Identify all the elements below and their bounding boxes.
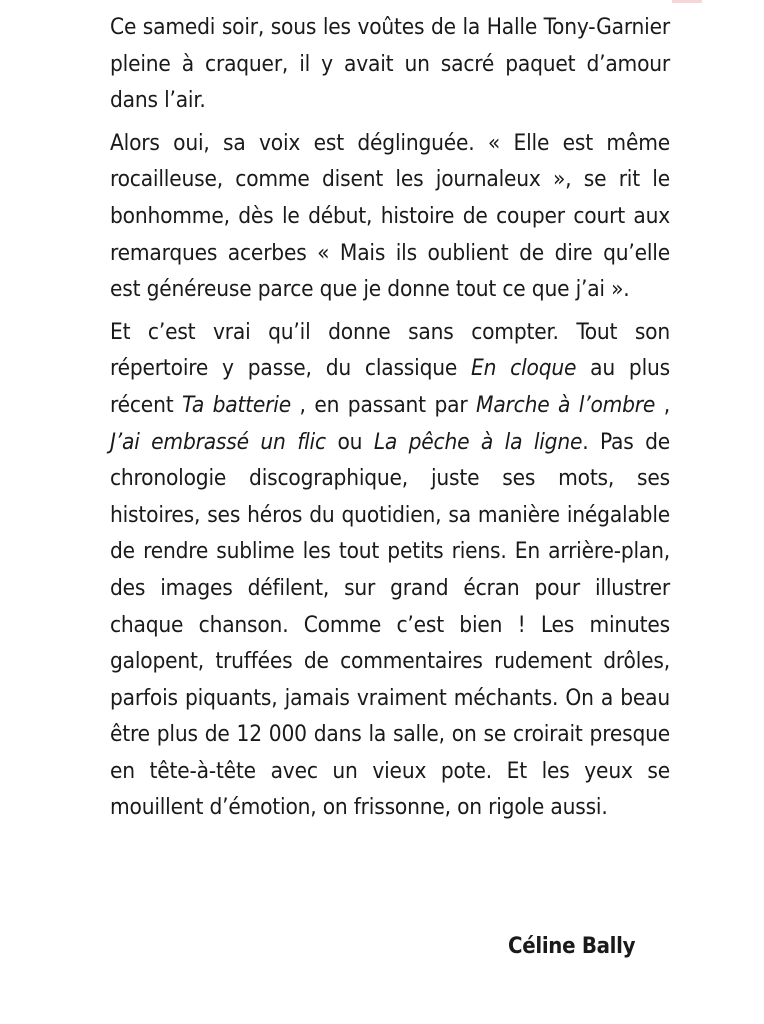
- text-segment: Et c’est vrai qu’il donne sans compter. Tout son répertoire y passe, du classique: [110, 318, 670, 382]
- song-title-ta-batterie: Ta batterie: [182, 391, 291, 418]
- text-segment: ,: [655, 391, 670, 418]
- paragraph-intro: Ce samedi soir, sous les voûtes de la Halle Tony-Garnier pleine à craquer, il y avait un sacré paquet d’amour dans l’air.: [110, 14, 670, 114]
- text-segment: au plus récent: [110, 355, 670, 418]
- text-segment: . Pas de chronologie discographique, juste ses mots, ses histoires, ses héros du quotidien, sa manière inégalable de rendre sublime les tout petits riens. En arrière-plan, des images défilent, sur grand écran pour illustrer chaque chanson. Comme c’est bien ! Les minutes galopent, truffées de commentaires rudement drôles, parfois piquants, jamais vraiment méchants. On a beau être plus de 12 000 dans la salle, on se croirait presque en tête-à-tête avec un vieux pote. Et les yeux se mouillent d’émotion, on frissonne, on rigole aussi.: [110, 428, 670, 821]
- article-body: [110, 9, 670, 832]
- text-segment: ou: [325, 428, 374, 455]
- song-title-en-cloque: En cloque: [471, 355, 577, 382]
- song-title-marche-a-lombre: Marche à l’ombre: [476, 391, 656, 418]
- song-title-jai-embrasse-un-flic: J’ai embrassé un flic: [110, 428, 326, 455]
- paragraph-concert: [110, 314, 670, 826]
- top-edge-mark: [672, 0, 702, 3]
- author-signature: Céline Bally: [508, 934, 636, 959]
- paragraph-voice: Alors oui, sa voix est déglinguée. « Elle est même rocailleuse, comme disent les journaleux », se rit le bonhomme, dès le début, histoire de couper court aux remarques acerbes « Mais ils oublient de dire qu’elle est généreuse parce que je donne tout ce que j’ai ».: [110, 129, 670, 303]
- text-segment: , en passant par: [290, 391, 477, 418]
- song-title-la-peche-a-la-ligne: La pêche à la ligne: [373, 428, 583, 455]
